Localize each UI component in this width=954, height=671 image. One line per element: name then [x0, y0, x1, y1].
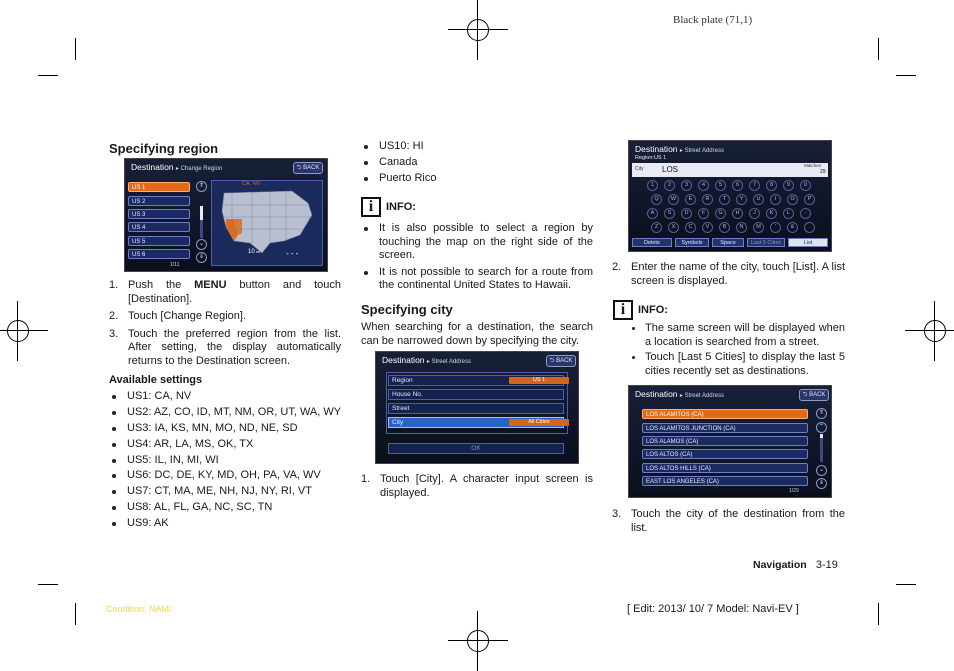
space-button[interactable]: Space — [712, 238, 744, 247]
step-1: 1. Push the MENU button and touch [Destination]. — [109, 279, 341, 305]
key-button[interactable]: ' — [770, 222, 781, 233]
condition-label: Condition: NAM/ — [106, 604, 172, 614]
list-item: US9: AK — [109, 517, 349, 531]
ok-button[interactable]: OK — [388, 443, 564, 454]
change-region-screen — [124, 158, 328, 272]
key-button[interactable]: I — [770, 194, 781, 205]
screen-title: Destination ▸ Street Address — [382, 355, 471, 365]
key-button[interactable]: M — [753, 222, 764, 233]
key-button[interactable]: Y — [736, 194, 747, 205]
city-list-item[interactable]: EAST LOS ANGELES (CA) — [642, 476, 808, 486]
key-button[interactable]: & — [787, 222, 798, 233]
scroll-down-icon[interactable]: ⌄ — [196, 239, 207, 250]
screen-title: Destination ▸ Street Address — [635, 144, 724, 154]
list-steps — [612, 261, 845, 292]
crop-mark — [75, 603, 76, 625]
delete-button[interactable]: Delete — [632, 238, 672, 247]
page-indicator: 1/29 — [789, 488, 799, 494]
key-button[interactable]: 9 — [783, 180, 794, 191]
crop-mark — [878, 603, 879, 625]
region-list-item[interactable]: US 4 — [128, 222, 190, 232]
back-button[interactable]: ⮌ BACK — [799, 389, 829, 401]
city-steps — [361, 473, 593, 504]
back-button[interactable]: ⮌ BACK — [293, 162, 323, 174]
crop-mark — [75, 38, 76, 60]
info-item: It is not possible to search for a route from the continental United States to Hawaii. — [361, 266, 593, 293]
registration-mark — [448, 611, 508, 671]
key-button[interactable]: 3 — [681, 180, 692, 191]
step-3: 3. Touch the preferred region from the list. After setting, the display automatically returns to the Destination screen. — [109, 327, 341, 367]
key-button[interactable]: H — [732, 208, 743, 219]
key-button[interactable]: Q — [651, 194, 662, 205]
city-list-item[interactable]: LOS ALAMOS (CA) — [642, 436, 808, 446]
key-button[interactable]: . — [804, 222, 815, 233]
region-bullet-list — [109, 390, 349, 533]
list-item: US4: AR, LA, MS, OK, TX — [109, 438, 349, 452]
key-button[interactable]: - — [800, 208, 811, 219]
key-button[interactable]: V — [702, 222, 713, 233]
list-item: US6: DC, DE, KY, MD, OH, PA, VA, WV — [109, 469, 349, 483]
key-button[interactable]: 2 — [664, 180, 675, 191]
city-list-item[interactable]: LOS ALTOS (CA) — [642, 449, 808, 459]
crop-mark — [896, 75, 916, 76]
crop-mark — [896, 584, 916, 585]
crop-mark — [878, 38, 879, 60]
screen-title: Destination ▸ Change Region — [131, 162, 223, 172]
region-steps — [109, 279, 341, 372]
key-button[interactable]: G — [715, 208, 726, 219]
key-button[interactable]: O — [787, 194, 798, 205]
key-button[interactable]: 1 — [647, 180, 658, 191]
region-list-item[interactable]: US 2 — [128, 196, 190, 206]
info-block-header: i INFO: — [613, 300, 668, 320]
scroll-up-icon[interactable]: ⇑ — [816, 408, 827, 419]
scale-value: 10 mi — [248, 249, 261, 255]
city-input-field[interactable]: City LOS Matches 29 — [632, 163, 828, 177]
list-item: US2: AZ, CO, ID, MT, NM, OR, UT, WA, WY — [109, 406, 349, 420]
zoom-control[interactable]: ⁃ ⁃ ⁃ — [286, 252, 299, 258]
city-list-screen — [628, 385, 832, 498]
house-no-row[interactable]: House No. — [388, 389, 564, 400]
key-button[interactable]: Z — [651, 222, 662, 233]
region-list-item[interactable]: US 5 — [128, 236, 190, 246]
key-button[interactable]: B — [719, 222, 730, 233]
street-row[interactable]: Street — [388, 403, 564, 414]
crop-mark — [38, 584, 58, 585]
info-item: It is also possible to select a region by touching the map on the right side of the screen. — [361, 222, 593, 263]
city-row[interactable]: City All Cities — [388, 417, 564, 428]
region-list-item[interactable]: US 1 — [128, 182, 190, 192]
key-button[interactable]: W — [668, 194, 679, 205]
edit-model-label: [ Edit: 2013/ 10/ 7 Model: Navi-EV ] — [627, 603, 799, 615]
key-button[interactable]: P — [804, 194, 815, 205]
step-1: 1. Touch [City]. A character input screen is displayed. — [361, 473, 593, 499]
key-button[interactable]: 6 — [732, 180, 743, 191]
map-region-label: CA, NV — [242, 181, 261, 187]
key-button[interactable]: D — [681, 208, 692, 219]
key-button[interactable]: X — [668, 222, 679, 233]
key-button[interactable]: J — [749, 208, 760, 219]
heading-specifying-city: Specifying city — [361, 302, 453, 317]
list-item: US5: IL, IN, MI, WI — [109, 454, 349, 468]
scroll-down-icon[interactable]: ⌄ — [816, 465, 827, 476]
step-3: 3. Touch the city of the destination from the list. — [612, 508, 845, 534]
key-button[interactable]: F — [698, 208, 709, 219]
scrollbar-thumb[interactable] — [820, 434, 823, 438]
input-value: LOS — [662, 165, 679, 174]
info-list — [361, 222, 593, 295]
key-button[interactable]: C — [685, 222, 696, 233]
region-list-item[interactable]: US 6 — [128, 249, 190, 259]
info-icon: i — [613, 300, 633, 320]
region-indicator: Region:US 1 — [635, 155, 667, 161]
city-list-item[interactable]: LOS ALTOS HILLS (CA) — [642, 463, 808, 473]
city-list-item[interactable]: LOS ALAMITOS JUNCTION (CA) — [642, 423, 808, 433]
back-button[interactable]: ⮌ BACK — [546, 355, 576, 367]
character-input-screen — [628, 140, 832, 252]
key-button[interactable]: K — [766, 208, 777, 219]
key-button[interactable]: E — [685, 194, 696, 205]
scroll-up-one-icon[interactable]: ⌃ — [816, 422, 827, 433]
scroll-bottom-icon[interactable]: ⇓ — [196, 252, 207, 263]
region-bullet-list-cont — [361, 140, 593, 188]
key-button[interactable]: 5 — [715, 180, 726, 191]
select-steps — [612, 508, 845, 539]
region-list-item[interactable]: US 3 — [128, 209, 190, 219]
region-map[interactable] — [211, 180, 323, 266]
screen-title: Destination ▸ Street Address — [635, 389, 724, 399]
symbols-button[interactable]: Symbols — [675, 238, 709, 247]
key-button[interactable]: S — [664, 208, 675, 219]
list-item: US1: CA, NV — [109, 390, 349, 404]
city-list-item[interactable]: LOS ALAMITOS (CA) — [642, 409, 808, 419]
heading-specifying-region: Specifying region — [109, 141, 219, 156]
list-item: US8: AL, FL, GA, NC, SC, TN — [109, 501, 349, 515]
key-button[interactable]: A — [647, 208, 658, 219]
registration-mark — [0, 301, 48, 361]
info-icon: i — [361, 197, 381, 217]
page-footer: Navigation 3-19 — [753, 559, 838, 571]
region-row[interactable]: Region US 1 — [388, 375, 564, 386]
last-5-cities-button[interactable]: Last 5 Cities — [747, 238, 785, 247]
scrollbar-thumb[interactable] — [200, 206, 203, 220]
info-item: The same screen will be displayed when a location is searched from a street. — [627, 322, 845, 349]
key-button[interactable]: L — [783, 208, 794, 219]
available-settings-heading: Available settings — [109, 374, 203, 386]
key-button[interactable]: 4 — [698, 180, 709, 191]
scrollbar-track[interactable] — [820, 434, 823, 462]
key-button[interactable]: R — [702, 194, 713, 205]
key-button[interactable]: 0 — [800, 180, 811, 191]
list-item: Canada — [361, 156, 593, 170]
info-block-header: i INFO: — [361, 197, 416, 217]
matches-count: 29 — [820, 169, 826, 175]
page-indicator: 1/11 — [170, 262, 180, 268]
street-address-screen — [375, 351, 579, 464]
key-button[interactable]: N — [736, 222, 747, 233]
list-item: US3: IA, KS, MN, MO, ND, NE, SD — [109, 422, 349, 436]
info-item: Touch [Last 5 Cities] to display the last 5 cities recently set as destinations. — [627, 351, 845, 378]
list-item: US7: CT, MA, ME, NH, NJ, NY, RI, VT — [109, 485, 349, 499]
city-intro: When searching for a destination, the search can be narrowed down by specifying the city. — [361, 321, 593, 347]
registration-mark — [905, 301, 954, 361]
plate-label: Black plate (71,1) — [673, 14, 753, 26]
info-list — [627, 322, 845, 380]
key-button[interactable]: 7 — [749, 180, 760, 191]
registration-mark — [448, 0, 508, 60]
key-button[interactable]: 8 — [766, 180, 777, 191]
step-2: 2. Touch [Change Region]. — [109, 310, 247, 322]
key-button[interactable]: U — [753, 194, 764, 205]
list-item: US10: HI — [361, 140, 593, 154]
scroll-up-icon[interactable]: ⇑ — [196, 181, 207, 192]
scroll-bottom-icon[interactable]: ⇓ — [816, 478, 827, 489]
step-2: 2. Enter the name of the city, touch [List]. A list screen is displayed. — [612, 261, 845, 287]
list-button[interactable]: List — [788, 238, 828, 247]
crop-mark — [38, 75, 58, 76]
key-button[interactable]: T — [719, 194, 730, 205]
list-item: Puerto Rico — [361, 172, 593, 186]
